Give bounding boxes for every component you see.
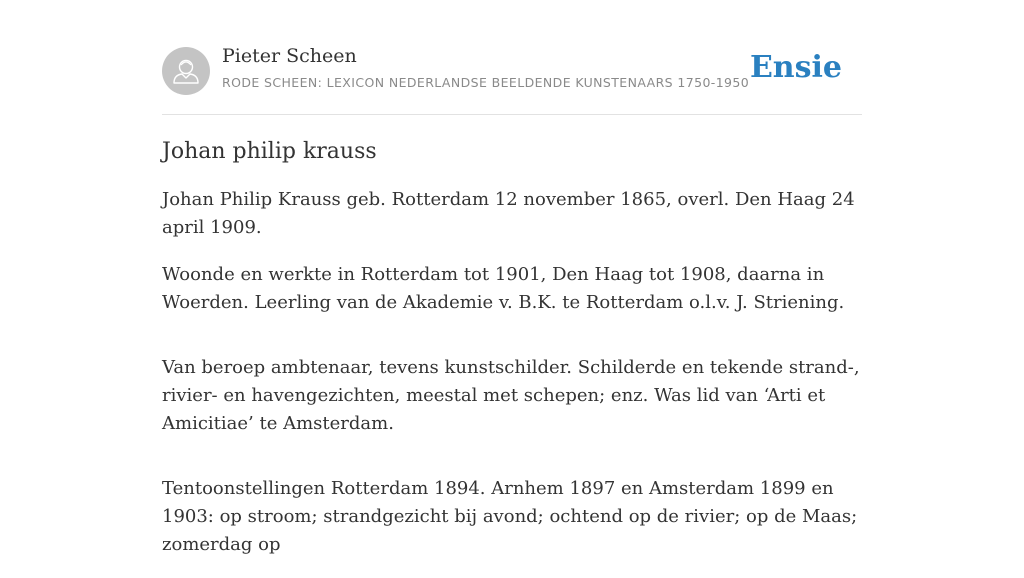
header (162, 0, 862, 115)
article-paragraph: Tentoonstellingen Rotterdam 1894. Arnhem 1897 en Amsterdam 1899 en 1903: op stroom; strandgezicht bij avond; ochtend op de rivier; op de Maas; zomerdag op (162, 478, 858, 555)
user-icon (162, 47, 210, 95)
article-paragraph: Woonde en werkte in Rotterdam tot 1901, Den Haag tot 1908, daarna in Woerden. Leerling van de Akademie v. B.K. te Rotterdam o.l.v. J. Striening. (162, 264, 845, 313)
author-avatar[interactable] (162, 47, 210, 95)
article-paragraph: Van beroep ambtenaar, tevens kunstschilder. Schilderde en tekende strand-, rivier- en havengezichten, meestal met schepen; enz. Was lid van ‘Arti et Amicitiae’ te Amsterdam. (162, 357, 860, 434)
article-title: Johan philip krauss (162, 139, 377, 164)
ensie-logo[interactable]: Ensie (749, 50, 842, 85)
article-paragraph: Johan Philip Krauss geb. Rotterdam 12 november 1865, overl. Den Haag 24 april 1909. (162, 189, 855, 238)
article (162, 136, 862, 578)
source-label[interactable]: RODE SCHEEN: LEXICON NEDERLANDSE BEELDENDE KUNSTENAARS 1750-1950 (222, 75, 750, 90)
author-name[interactable]: Pieter Scheen (222, 45, 357, 67)
